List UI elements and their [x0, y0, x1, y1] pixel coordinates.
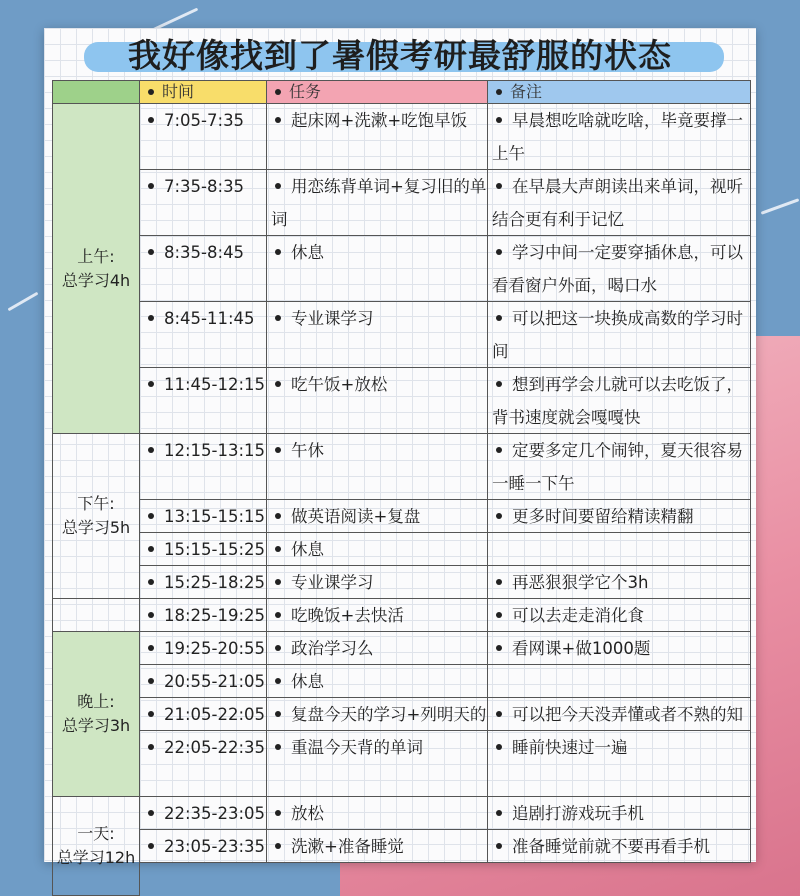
bullet-icon — [496, 645, 502, 651]
bullet-icon — [496, 315, 502, 321]
bullet-icon — [275, 513, 281, 519]
task-cell: 午休 — [267, 434, 488, 500]
bullet-icon — [148, 89, 154, 95]
schedule-table — [52, 80, 751, 896]
section-morning: 上午: 总学习4h — [53, 104, 140, 434]
task-cell: 休息 — [267, 236, 488, 302]
bullet-icon — [275, 843, 281, 849]
task-cell: 做英语阅读+复盘 — [267, 500, 488, 533]
section-evening: 晚上: 总学习3h — [53, 632, 140, 797]
note-cell: 想到再学会儿就可以去吃饭了，背书速度就会嘎嘎快 — [488, 368, 751, 434]
bullet-icon — [275, 810, 281, 816]
background-streak — [761, 198, 800, 214]
time-cell: 18:25-19:25 — [140, 599, 267, 632]
time-cell: 22:35-23:05 — [140, 797, 267, 830]
header-task: 任务 — [267, 81, 488, 104]
time-cell: 7:05-7:35 — [140, 104, 267, 170]
section-day: 一天: 总学习12h — [53, 797, 140, 896]
bullet-icon — [148, 843, 154, 849]
time-cell: 15:15-15:25 — [140, 533, 267, 566]
time-cell: 15:25-18:25 — [140, 566, 267, 599]
section-afternoon: 下午: 总学习5h — [53, 434, 140, 599]
bullet-icon — [275, 89, 281, 95]
bullet-icon — [148, 711, 154, 717]
bullet-icon — [148, 183, 154, 189]
header-note: 备注 — [488, 81, 751, 104]
background-streak — [8, 292, 39, 312]
bullet-icon — [496, 810, 502, 816]
bullet-icon — [275, 744, 281, 750]
note-cell: 准备睡觉前就不要再看手机 — [488, 830, 751, 863]
bullet-icon — [275, 612, 281, 618]
bullet-icon — [496, 843, 502, 849]
bullet-icon — [496, 579, 502, 585]
time-cell: 20:55-21:05 — [140, 665, 267, 698]
time-cell: 11:45-12:15 — [140, 368, 267, 434]
note-cell: 可以去走走消化食 — [488, 599, 751, 632]
bullet-icon — [496, 513, 502, 519]
bullet-icon — [496, 183, 502, 189]
bullet-icon — [496, 744, 502, 750]
bullet-icon — [148, 315, 154, 321]
note-cell: 追剧打游戏玩手机 — [488, 797, 751, 830]
time-cell: 8:35-8:45 — [140, 236, 267, 302]
task-cell: 放松 — [267, 797, 488, 830]
bullet-icon — [148, 117, 154, 123]
note-cell: 睡前快速过一遍 — [488, 731, 751, 797]
bullet-icon — [148, 381, 154, 387]
note-cell: 定要多定几个闹钟，夏天很容易一睡一下午 — [488, 434, 751, 500]
note-cell: 在早晨大声朗读出来单词，视听结合更有利于记忆 — [488, 170, 751, 236]
time-cell: 13:15-15:15 — [140, 500, 267, 533]
note-cell: 学习中间一定要穿插休息，可以看看窗户外面，喝口水 — [488, 236, 751, 302]
bullet-icon — [148, 810, 154, 816]
bullet-icon — [275, 183, 281, 189]
task-cell: 休息 — [267, 533, 488, 566]
bullet-icon — [496, 381, 502, 387]
note-cell: 早晨想吃啥就吃啥，毕竟要撑一上午 — [488, 104, 751, 170]
bullet-icon — [275, 711, 281, 717]
bullet-icon — [496, 612, 502, 618]
note-cell — [488, 665, 751, 698]
time-cell: 8:45-11:45 — [140, 302, 267, 368]
bullet-icon — [275, 447, 281, 453]
bullet-icon — [275, 546, 281, 552]
task-cell: 吃午饭+放松 — [267, 368, 488, 434]
bullet-icon — [148, 546, 154, 552]
task-cell: 专业课学习 — [267, 566, 488, 599]
bullet-icon — [148, 249, 154, 255]
bullet-icon — [275, 678, 281, 684]
bullet-icon — [496, 711, 502, 717]
bullet-icon — [275, 381, 281, 387]
section-afternoon-continued — [53, 599, 140, 632]
bullet-icon — [496, 89, 502, 95]
note-cell: 可以把今天没弄懂或者不熟的知 — [488, 698, 751, 731]
title-bar — [44, 34, 756, 78]
task-cell: 休息 — [267, 665, 488, 698]
note-cell: 再恶狠狠学它个3h — [488, 566, 751, 599]
notebook-page — [44, 28, 756, 867]
bullet-icon — [148, 678, 154, 684]
time-cell: 22:05-22:35 — [140, 731, 267, 797]
bullet-icon — [275, 645, 281, 651]
bullet-icon — [148, 612, 154, 618]
header-time: 时间 — [140, 81, 267, 104]
task-cell: 复盘今天的学习+列明天的 — [267, 698, 488, 731]
bullet-icon — [148, 744, 154, 750]
task-cell: 政治学习么 — [267, 632, 488, 665]
bullet-icon — [496, 117, 502, 123]
bullet-icon — [275, 249, 281, 255]
time-cell: 23:05-23:35 — [140, 830, 267, 863]
bullet-icon — [496, 249, 502, 255]
bullet-icon — [148, 579, 154, 585]
time-cell: 21:05-22:05 — [140, 698, 267, 731]
page-title: 我好像找到了暑假考研最舒服的状态 — [128, 36, 672, 75]
task-cell: 专业课学习 — [267, 302, 488, 368]
bullet-icon — [275, 117, 281, 123]
note-cell — [488, 533, 751, 566]
bullet-icon — [148, 645, 154, 651]
bullet-icon — [275, 579, 281, 585]
bullet-icon — [496, 447, 502, 453]
task-cell: 起床网+洗漱+吃饱早饭 — [267, 104, 488, 170]
time-cell: 12:15-13:15 — [140, 434, 267, 500]
bullet-icon — [148, 513, 154, 519]
header-blank — [53, 81, 140, 104]
time-cell: 7:35-8:35 — [140, 170, 267, 236]
task-cell: 洗漱+准备睡觉 — [267, 830, 488, 863]
note-cell: 可以把这一块换成高数的学习时间 — [488, 302, 751, 368]
bullet-icon — [148, 447, 154, 453]
bullet-icon — [275, 315, 281, 321]
time-cell: 19:25-20:55 — [140, 632, 267, 665]
note-cell: 更多时间要留给精读精翻 — [488, 500, 751, 533]
task-cell: 吃晚饭+去快活 — [267, 599, 488, 632]
task-cell: 用恋练背单词+复习旧的单词 — [267, 170, 488, 236]
task-cell: 重温今天背的单词 — [267, 731, 488, 797]
note-cell: 看网课+做1000题 — [488, 632, 751, 665]
